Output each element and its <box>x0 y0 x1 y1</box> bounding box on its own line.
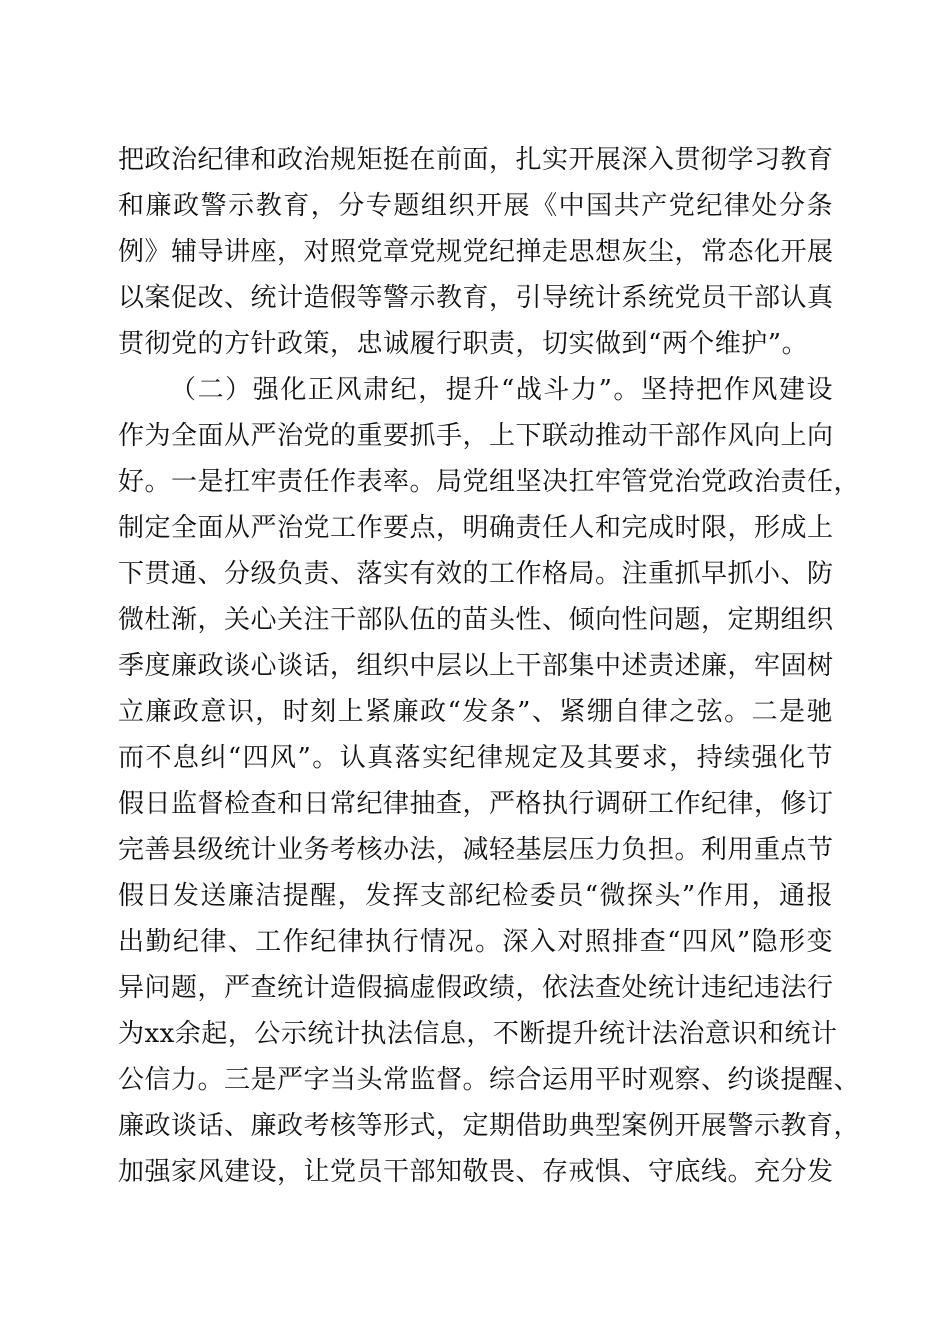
text-line: 作为全面从严治党的重要抓手，上下联动推动干部作风向上向 <box>118 421 834 451</box>
text-line: 例》辅导讲座，对照党章党规党纪掸走思想灰尘，常态化开展 <box>118 237 834 267</box>
text-line: 出勤纪律、工作纪律执行情况。深入对照排查“四风”隐形变 <box>118 927 833 957</box>
text-line: 为xx余起，公示统计执法信息，不断提升统计法治意识和统计 <box>118 1019 838 1049</box>
section-heading-line: （二）强化正风肃纪，提升“战斗力”。坚持把作风建设 <box>170 375 833 405</box>
text-line: 微杜渐，关心关注干部队伍的苗头性、倾向性问题，定期组织 <box>118 605 834 635</box>
text-line: 完善县级统计业务考核办法，减轻基层压力负担。利用重点节 <box>118 835 834 865</box>
text-line: 异问题，严查统计造假搞虚假政绩，依法查处统计违纪违法行 <box>118 973 834 1003</box>
text-line: 贯彻党的方针政策，忠诚履行职责，切实做到“两个维护”。 <box>118 329 809 359</box>
text-line: 把政治纪律和政治规矩挺在前面，扎实开展深入贯彻学习教育 <box>118 145 834 175</box>
text-line: 假日监督检查和日常纪律抽查，严格执行调研工作纪律，修订 <box>118 789 834 819</box>
text-line: 假日发送廉洁提醒，发挥支部纪检委员“微探头”作用，通报 <box>118 881 833 911</box>
text-line: 廉政谈话、廉政考核等形式，定期借助典型案例开展警示教育， <box>118 1111 861 1141</box>
text-line: 以案促改、统计造假等警示教育，引导统计系统党员干部认真 <box>118 283 834 313</box>
text-line: 季度廉政谈心谈话，组织中层以上干部集中述责述廉，牢固树 <box>118 651 834 681</box>
text-line: 立廉政意识，时刻上紧廉政“发条”、紧绷自律之弦。二是驰 <box>118 697 833 727</box>
text-line: 公信力。三是严字当头常监督。综合运用平时观察、约谈提醒、 <box>118 1065 861 1095</box>
text-line: 和廉政警示教育，分专题组织开展《中国共产党纪律处分条 <box>118 191 833 221</box>
text-line: 制定全面从严治党工作要点，明确责任人和完成时限，形成上 <box>118 513 834 543</box>
text-line: 而不息纠“四风”。认真落实纪律规定及其要求，持续强化节 <box>118 743 833 773</box>
text-line: 加强家风建设，让党员干部知敬畏、存戒惧、守底线。充分发 <box>118 1157 834 1187</box>
text-line: 好。一是扛牢责任作表率。局党组坚决扛牢管党治党政治责任， <box>118 467 861 497</box>
text-line: 下贯通、分级负责、落实有效的工作格局。注重抓早抓小、防 <box>118 559 834 589</box>
